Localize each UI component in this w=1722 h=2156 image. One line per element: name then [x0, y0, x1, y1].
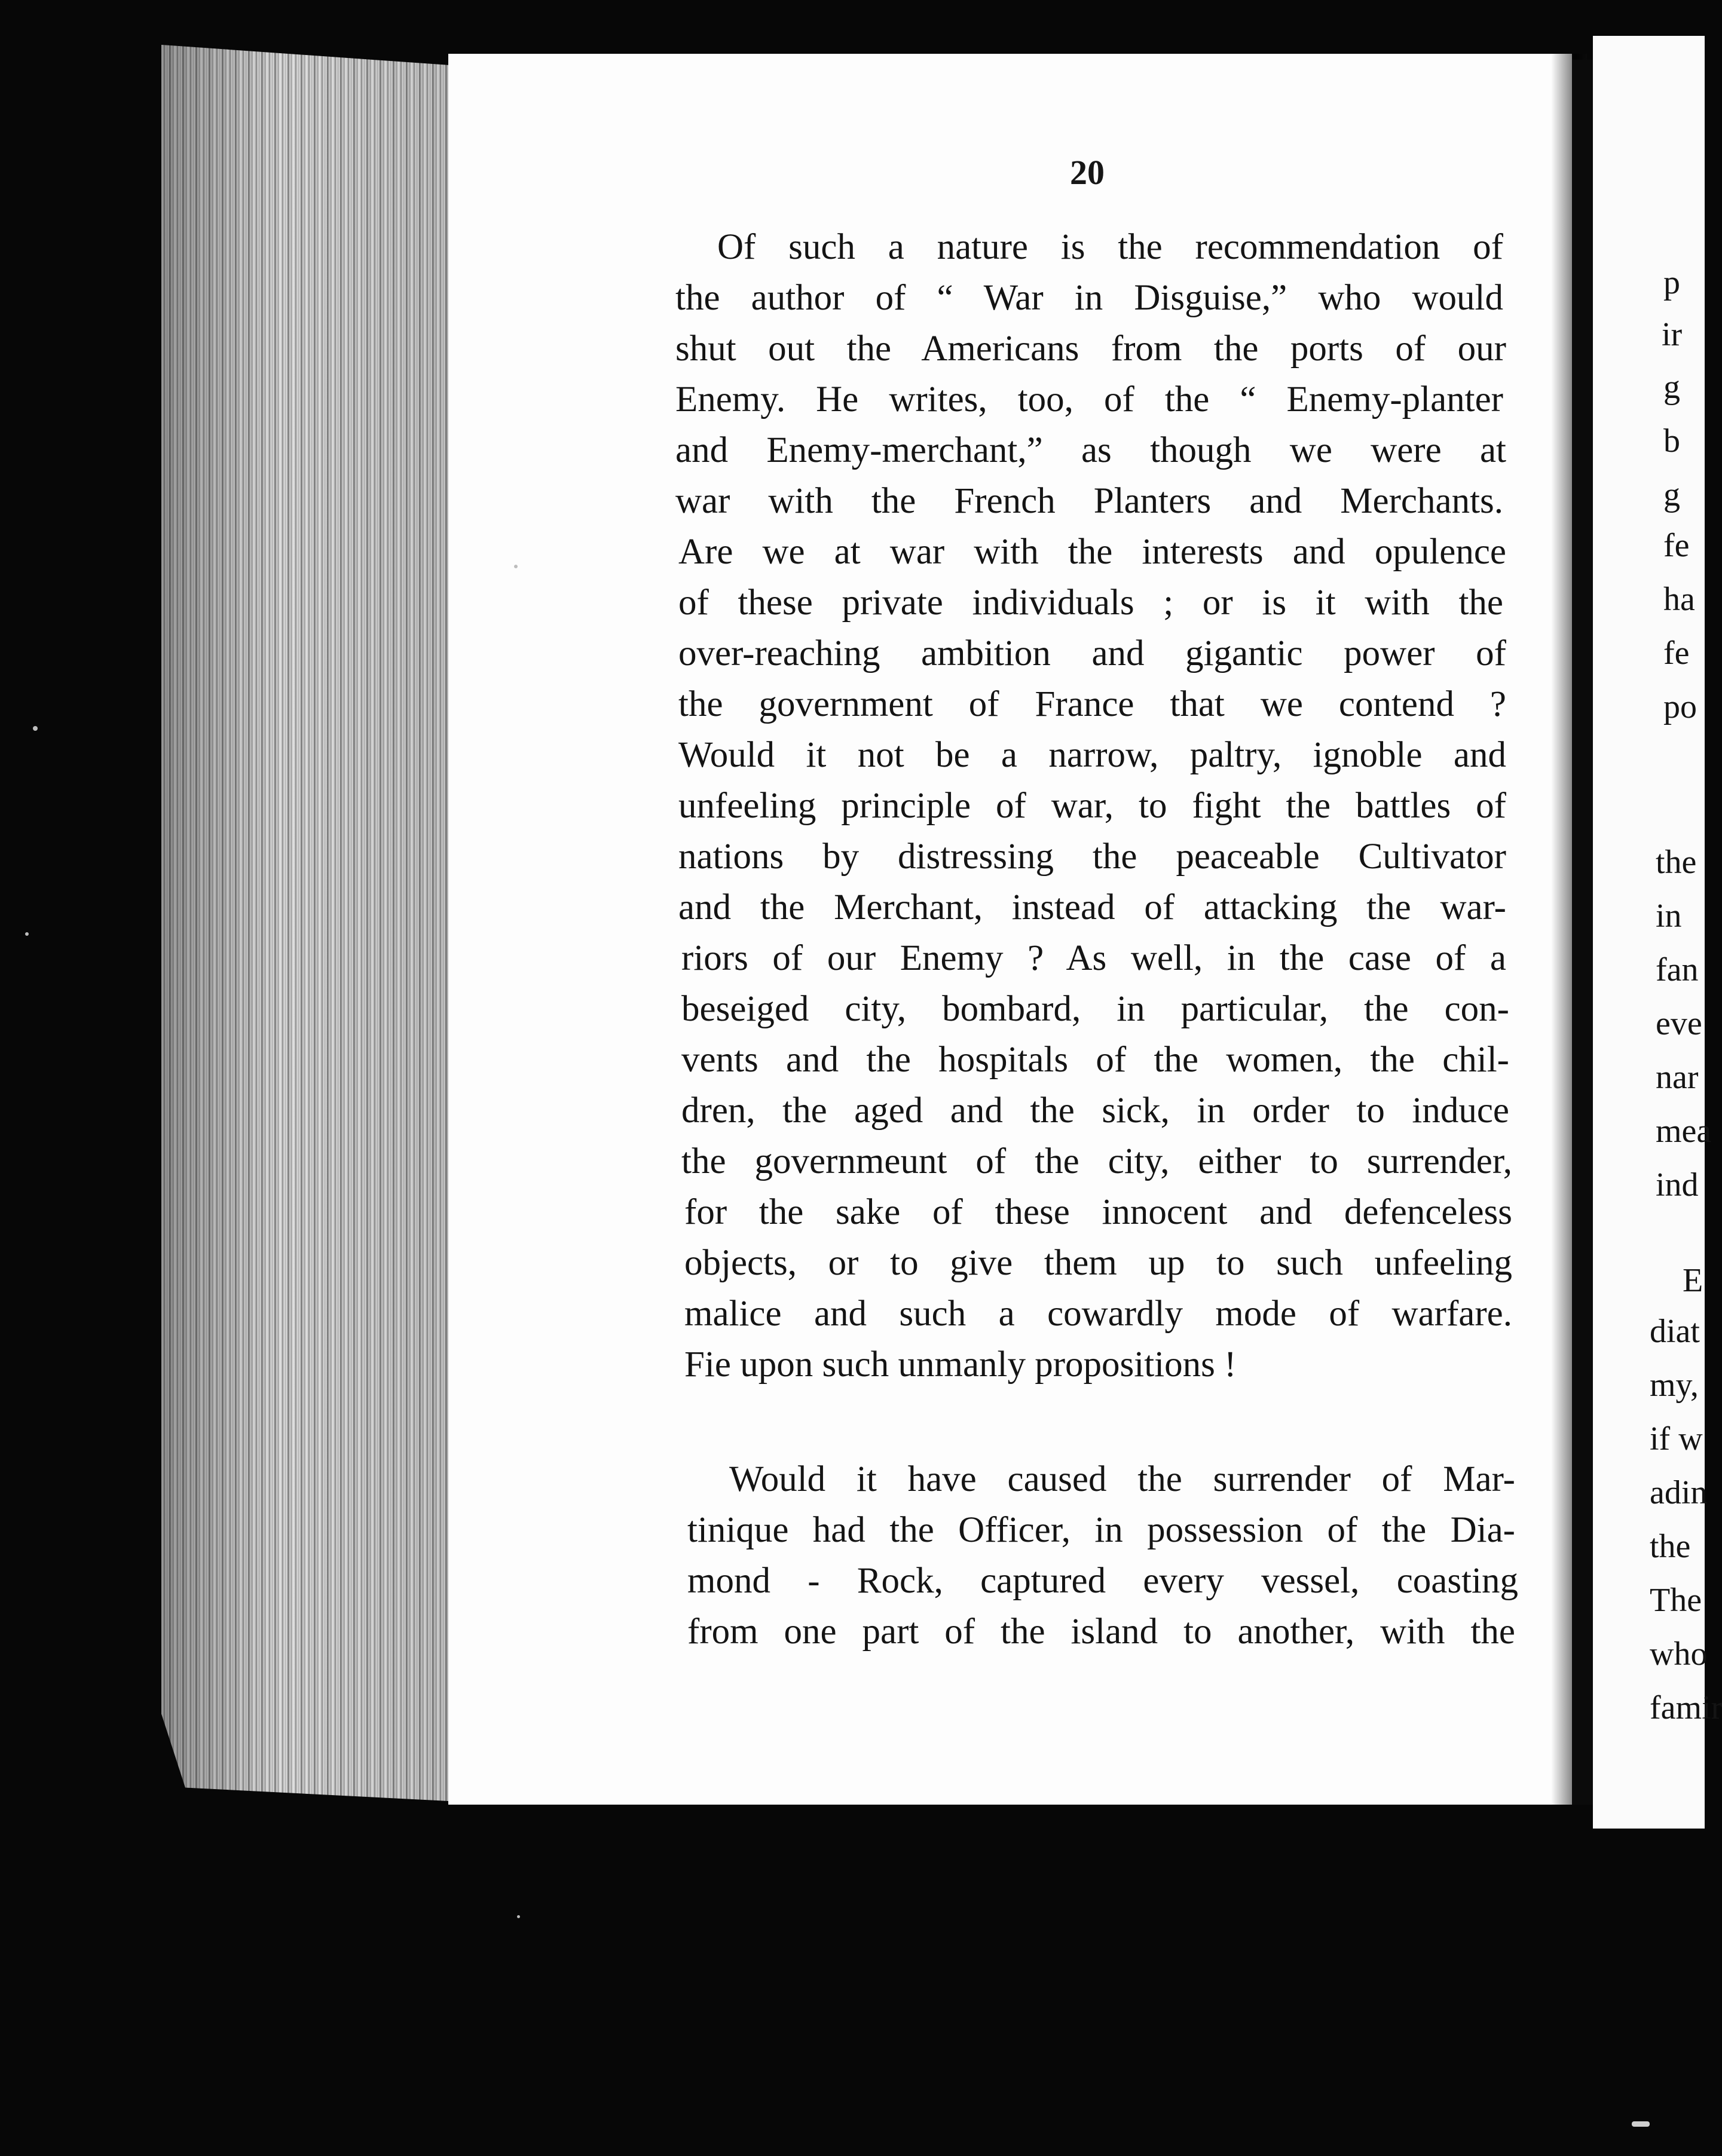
facing-fragment: ha [1663, 581, 1695, 618]
text-line: the author of “ War in Disguise,” who would [675, 278, 1503, 318]
text-line: Would it not be a narrow, paltry, ignoble and [678, 735, 1506, 775]
facing-fragment: p [1663, 264, 1680, 301]
facing-fragment: ind [1656, 1166, 1699, 1203]
facing-fragment: fe [1663, 527, 1690, 564]
facing-fragment: ir [1662, 316, 1683, 353]
facing-fragment: g [1663, 476, 1680, 513]
page-edges-shade [161, 45, 460, 1802]
facing-fragment: b [1663, 422, 1680, 460]
facing-fragment: if w [1650, 1420, 1703, 1457]
text-line: Fie upon such unmanly propositions ! [684, 1345, 1237, 1385]
text-line: Enemy. He writes, too, of the “ Enemy-planter [675, 379, 1503, 419]
text-line: war with the French Planters and Merchants. [675, 481, 1503, 521]
text-line: Are we at war with the interests and opulence [678, 532, 1506, 572]
text-line: and Enemy-merchant,” as though we were at [675, 430, 1506, 470]
facing-fragment: my, [1650, 1367, 1699, 1404]
facing-fragment: The [1650, 1582, 1702, 1619]
text-line: objects, or to give them up to such unfeeling [684, 1243, 1512, 1283]
page-number: 20 [1070, 153, 1105, 192]
text-line: unfeeling principle of war, to fight the battles of [678, 786, 1506, 826]
facing-fragment: the [1656, 844, 1697, 881]
scan-speck [514, 565, 518, 568]
scan-speck [1632, 2121, 1650, 2127]
scan-speck [33, 726, 38, 731]
facing-page [1593, 36, 1722, 1829]
text-line: mond - Rock, captured every vessel, coasting [687, 1561, 1518, 1601]
facing-fragment: fe [1663, 635, 1690, 672]
text-line: vents and the hospitals of the women, the chil- [681, 1040, 1509, 1080]
facing-fragment: fan [1656, 951, 1699, 988]
scan-speck [517, 1915, 520, 1918]
facing-fragment: po [1663, 688, 1697, 725]
scan-speck [25, 932, 29, 936]
facing-fragment: who [1650, 1636, 1708, 1673]
text-line: the governmeunt of the city, either to surrender, [681, 1141, 1512, 1181]
text-line: and the Merchant, instead of attacking the war- [678, 887, 1506, 927]
facing-fragment: adin [1650, 1474, 1708, 1511]
facing-fragment: g [1663, 369, 1680, 406]
text-line: for the sake of these innocent and defenceless [684, 1192, 1512, 1232]
facing-fragment: the [1650, 1528, 1691, 1565]
facing-fragment: famir [1650, 1689, 1722, 1726]
text-line: beseiged city, bombard, in particular, the con- [681, 989, 1509, 1029]
facing-fragment: eve [1656, 1005, 1702, 1042]
facing-fragment: diat [1650, 1313, 1700, 1350]
text-line: dren, the aged and the sick, in order to induce [681, 1091, 1509, 1131]
facing-fragment: nar [1656, 1059, 1699, 1096]
text-line: Would it have caused the surrender of Mar- [729, 1459, 1515, 1499]
text-line: nations by distressing the peaceable Cultivator [678, 837, 1506, 877]
text-line: shut out the Americans from the ports of our [675, 329, 1506, 369]
text-line: from one part of the island to another, with the [687, 1612, 1515, 1652]
text-line: malice and such a cowardly mode of warfare. [684, 1294, 1512, 1334]
text-line: over-reaching ambition and gigantic power of [678, 633, 1506, 673]
text-line: the government of France that we contend ? [678, 684, 1506, 724]
facing-fragment: in [1656, 898, 1682, 935]
facing-fragment: mea [1656, 1113, 1712, 1150]
text-line: tinique had the Officer, in possession of the Dia- [687, 1510, 1515, 1550]
text-line: Of such a nature is the recommendation of [717, 227, 1503, 267]
facing-fragment: E [1683, 1262, 1703, 1299]
text-line: of these private individuals ; or is it with the [678, 583, 1503, 623]
text-line: riors of our Enemy ? As well, in the case of a [681, 938, 1506, 978]
